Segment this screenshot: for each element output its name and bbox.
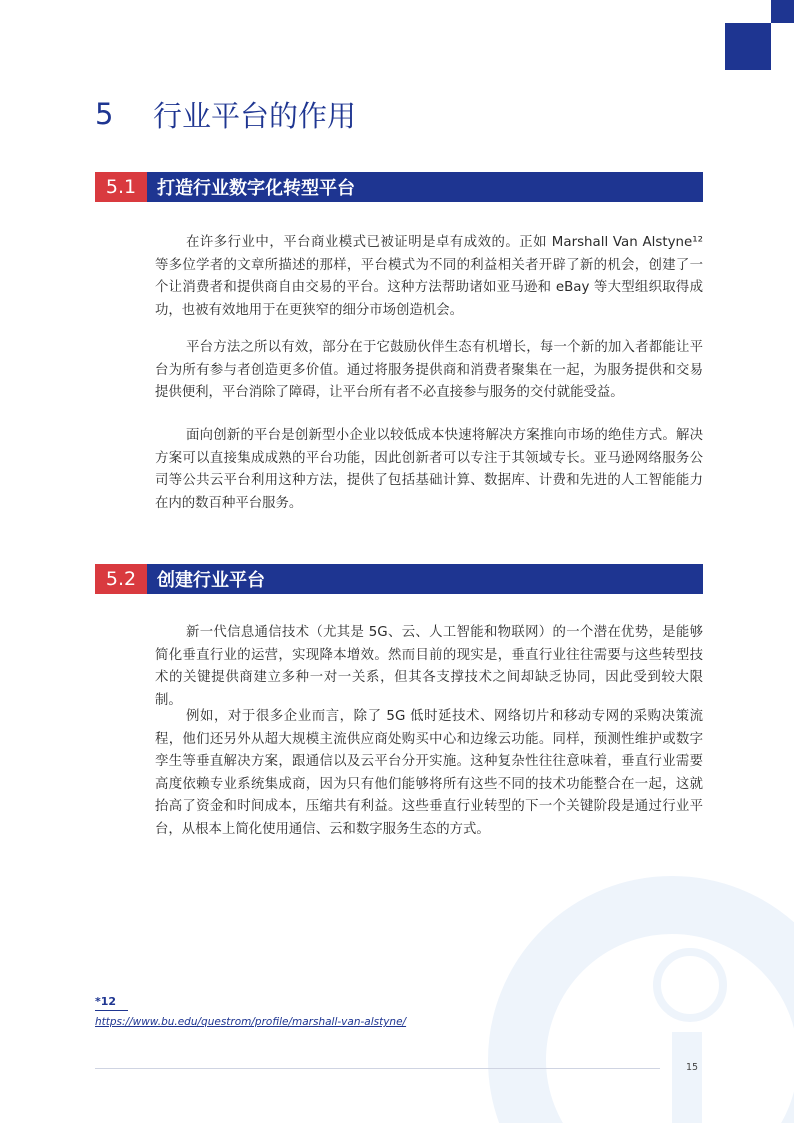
paragraph: 面向创新的平台是创新型小企业以较低成本快速将解决方案推向市场的绝佳方式。解决方案可以直接集成成熟的平台功能，因此创新者可以专注于其领域专长。亚马逊网络服务公司等公共云平台利用这种方法，提供了包括基础计算、数据库、计费和先进的人工智能能力在内的数百种平台服务。 bbox=[155, 428, 703, 511]
footer-divider bbox=[95, 1068, 660, 1069]
chapter-number: 5 bbox=[95, 97, 114, 131]
chapter-title: 行业平台的作用 bbox=[153, 98, 357, 133]
chapter-heading bbox=[95, 92, 356, 136]
paragraph: 平台方法之所以有效，部分在于它鼓励伙伴生态有机增长，每一个新的加入者都能让平台为所有参与者创造更多价值。通过将服务提供商和消费者聚集在一起，为服务提供和交易提供便利，平台消除了障碍，让平台所有者不必直接参与服务的交付就能受益。 bbox=[155, 340, 703, 401]
paragraph: 新一代信息通信技术（尤其是 5G、云、人工智能和物联网）的一个潜在优势，是能够简化垂直行业的运营，实现降本增效。然而目前的现实是，垂直行业往往需要与这些转型技术的关键提供商建立多种一对一关系，但其各支撑技术之间却缺乏协同，因此受到较大限制。 bbox=[155, 625, 703, 708]
section-heading bbox=[95, 172, 703, 202]
footnote-divider bbox=[95, 1010, 128, 1011]
page-number: 15 bbox=[686, 1062, 699, 1073]
paragraph: 例如，对于很多企业而言，除了 5G 低时延技术、网络切片和移动专网的采购决策流程，他们还另外从超大规模主流供应商处购买中心和边缘云功能。同样，预测性维护或数字孪生等垂直解决方案，跟通信以及云平台分开实施。这种复杂性往往意味着，垂直行业需要高度依赖专业系统集成商，因为只有他们能够将所有这些不同的技术功能整合在一起，这就抬高了资金和时间成本，压缩共有利益。这些垂直行业转型的下一个关键阶段是通过行业平台，从根本上简化使用通信、云和数字服务生态的方式。 bbox=[155, 709, 703, 837]
section-title: 打造行业数字化转型平台 bbox=[147, 172, 703, 202]
section-number: 5.1 bbox=[95, 172, 147, 202]
footnote-link[interactable]: https://www.bu.edu/questrom/profile/marshall-van-alstyne/ bbox=[95, 1016, 407, 1028]
section-number: 5.2 bbox=[95, 564, 147, 594]
section-title: 创建行业平台 bbox=[147, 564, 703, 594]
paragraph: 在许多行业中，平台商业模式已被证明是卓有成效的。正如 Marshall Van Alstyne¹² 等多位学者的文章所描述的那样，平台模式为不同的利益相关者开辟了新的机会，创建了一个让消费者和提供商自由交易的平台。这种方法帮助诸如亚马逊和 eBay 等大型组织取得成功，也被有效地用于在更狭窄的细分市场创造机会。 bbox=[155, 235, 703, 318]
footnote-marker: *12 bbox=[95, 995, 117, 1008]
section-heading bbox=[95, 564, 703, 594]
